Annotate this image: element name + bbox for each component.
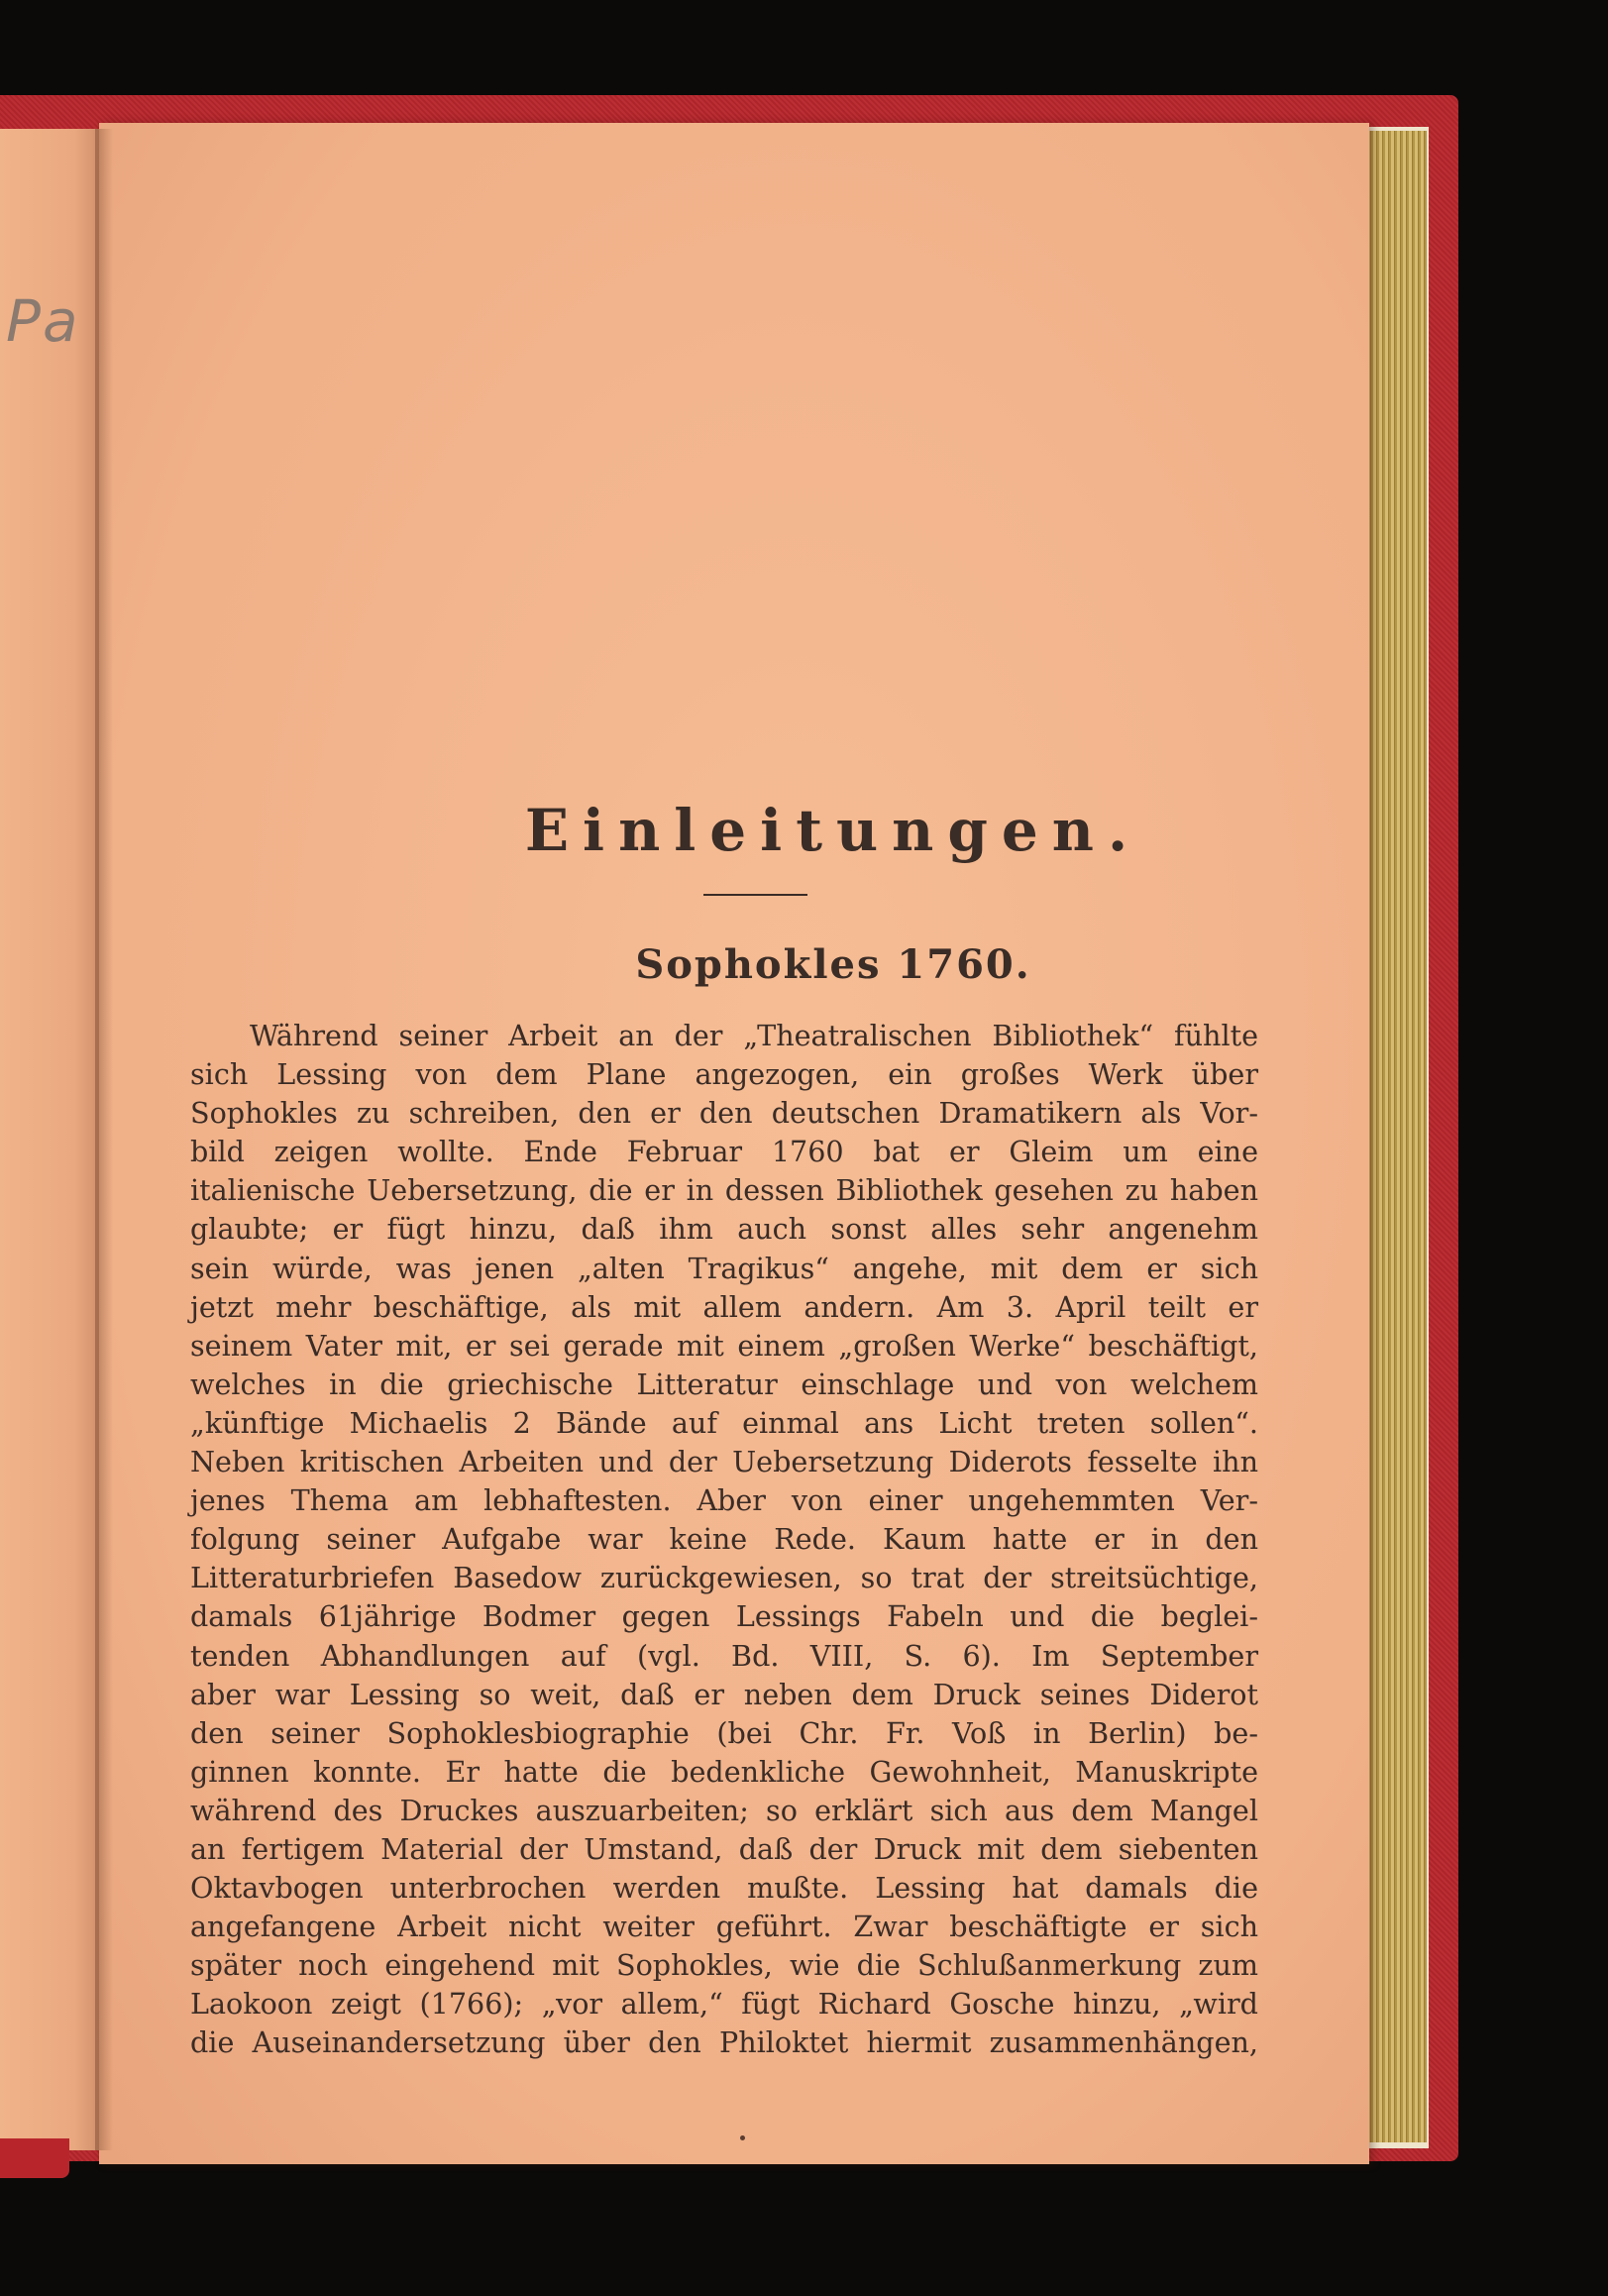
text-line: jetzt mehr beschäftige, als mit allem andern. Am 3. April teilt er — [190, 1289, 1258, 1324]
text-line: bild zeigen wollte. Ende Februar 1760 bat er Gleim um eine — [190, 1135, 1258, 1169]
text-line: Neben kritischen Arbeiten und der Uebersetzung Diderots fesselte ihn — [190, 1445, 1258, 1479]
text-line: an fertigem Material der Umstand, daß der Druck mit dem siebenten — [190, 1831, 1258, 1866]
spine-shadow — [95, 129, 113, 2150]
text-line: folgung seiner Aufgabe war keine Rede. Kaum hatte er in den — [190, 1522, 1258, 1557]
text-line: während des Druckes auszuarbeiten; so erklärt sich aus dem Mangel — [190, 1793, 1258, 1827]
cover-corner — [0, 2138, 69, 2178]
text-line: sich Lessing von dem Plane angezogen, ein großes Werk über — [190, 1057, 1258, 1092]
text-line: jenes Thema am lebhaftesten. Aber von einer ungehemmten Ver- — [190, 1483, 1258, 1518]
text-line: später noch eingehend mit Sophokles, wie die Schlußanmerkung zum — [190, 1948, 1258, 1983]
heading-rule — [703, 894, 807, 896]
text-line: Litteraturbriefen Basedow zurückgewiesen, so trat der streitsüchtige, — [190, 1561, 1258, 1595]
text-line: glaubte; er fügt hinzu, daß ihm auch sonst alles sehr angenehm — [190, 1212, 1258, 1247]
text-line: Während seiner Arbeit an der „Theatralischen Bibliothek“ fühlte — [250, 1019, 1258, 1052]
text-line: ginnen konnte. Er hatte die bedenkliche Gewohnheit, Manuskripte — [190, 1754, 1258, 1789]
page-heading: Einleitungen. — [524, 797, 1142, 864]
text-line: welches in die griechische Litteratur einschlage und von welchem — [190, 1367, 1258, 1401]
text-line: den seiner Sophoklesbiographie (bei Chr. Fr. Voß in Berlin) be- — [190, 1715, 1258, 1750]
page-mark-dot — [740, 2135, 745, 2140]
text-line: die Auseinandersetzung über den Philoktet hiermit zusammenhängen, — [190, 2025, 1258, 2060]
text-line: seinem Vater mit, er sei gerade mit einem „großen Werke“ beschäftigt, — [190, 1328, 1258, 1363]
text-line: angefangene Arbeit nicht weiter geführt. Zwar beschäftigte er sich — [190, 1910, 1258, 1944]
section-title: Sophokles 1760. — [635, 941, 1031, 988]
text-line: italienische Uebersetzung, die er in dessen Bibliothek gesehen zu haben — [190, 1173, 1258, 1208]
text-line: tenden Abhandlungen auf (vgl. Bd. VIII, S. 6). Im September — [190, 1638, 1258, 1673]
body-text — [190, 1017, 1258, 2063]
text-line: sein würde, was jenen „alten Tragikus“ angehe, mit dem er sich — [190, 1251, 1258, 1285]
left-page — [0, 129, 107, 2150]
text-line: damals 61jährige Bodmer gegen Lessings Fabeln und die beglei- — [190, 1599, 1258, 1634]
text-line: „künftige Michaelis 2 Bände auf einmal ans Licht treten sollen“. — [190, 1405, 1258, 1440]
text-line: Sophokles zu schreiben, den er den deutschen Dramatikern als Vor- — [190, 1096, 1258, 1131]
text-line: aber war Lessing so weit, daß er neben dem Druck seines Diderot — [190, 1677, 1258, 1711]
left-page-margin-text: Pa — [6, 287, 80, 355]
text-line: Laokoon zeigt (1766); „vor allem,“ fügt Richard Gosche hinzu, „wird — [190, 1987, 1258, 2022]
text-line: Oktavbogen unterbrochen werden mußte. Lessing hat damals die — [190, 1871, 1258, 1906]
book-page — [99, 123, 1369, 2164]
